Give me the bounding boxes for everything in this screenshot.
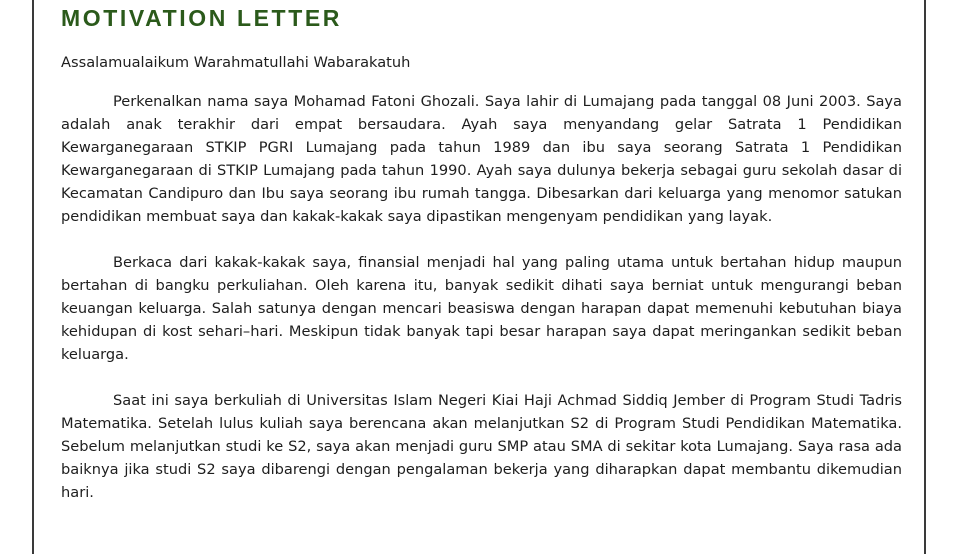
document-page — [32, 0, 926, 554]
letter-body — [61, 0, 902, 504]
paragraph-financial-motivation: Berkaca dari kakak-kakak saya, finansial menjadi hal yang paling utama untuk bertahan hidup maupun bertahan di bangku perkuliahan. Oleh karena itu, banyak sedikit dihati saya berniat untuk mengurangi beban keuangan keluarga. Salah satunya dengan mencari beasiswa dengan harapan dapat memenuhi kebutuhan biaya kehidupan di kost sehari–hari. Meskipun tidak banyak tapi besar harapan saya dapat meringankan sedikit beban keluarga. — [61, 254, 902, 363]
letter-title: MOTIVATION LETTER — [61, 5, 342, 31]
paragraph-introduction: Perkenalkan nama saya Mohamad Fatoni Ghozali. Saya lahir di Lumajang pada tanggal 08 Juni 2003. Saya adalah anak terakhir dari empat bersaudara. Ayah saya menyandang gelar Satrata 1 Pendidikan Kewarganegaraan STKIP PGRI Lumajang pada tahun 1989 dan ibu saya seorang Satrata 1 Pendidikan Kewarganegaraan di STKIP Lumajang pada tahun 1990. Ayah saya dulunya bekerja sebagai guru sekolah dasar di Kecamatan Candipuro dan Ibu saya seorang ibu rumah tangga. Dibesarkan dari keluarga yang menomor satukan pendidikan membuat saya dan kakak-kakak saya dipastikan mengenyam pendidikan yang layak. — [61, 93, 902, 225]
letter-greeting: Assalamualaikum Warahmatullahi Wabarakatuh — [61, 54, 411, 71]
paragraph-study-plans: Saat ini saya berkuliah di Universitas Islam Negeri Kiai Haji Achmad Siddiq Jember di Program Studi Tadris Matematika. Setelah lulus kuliah saya berencana akan melanjutkan S2 di Program Studi Pendidikan Matematika. Sebelum melanjutkan studi ke S2, saya akan menjadi guru SMP atau SMA di sekitar kota Lumajang. Saya rasa ada baiknya jika studi S2 saya dibarengi dengan pengalaman bekerja yang diharapkan dapat membantu dikemudian hari. — [61, 392, 902, 501]
